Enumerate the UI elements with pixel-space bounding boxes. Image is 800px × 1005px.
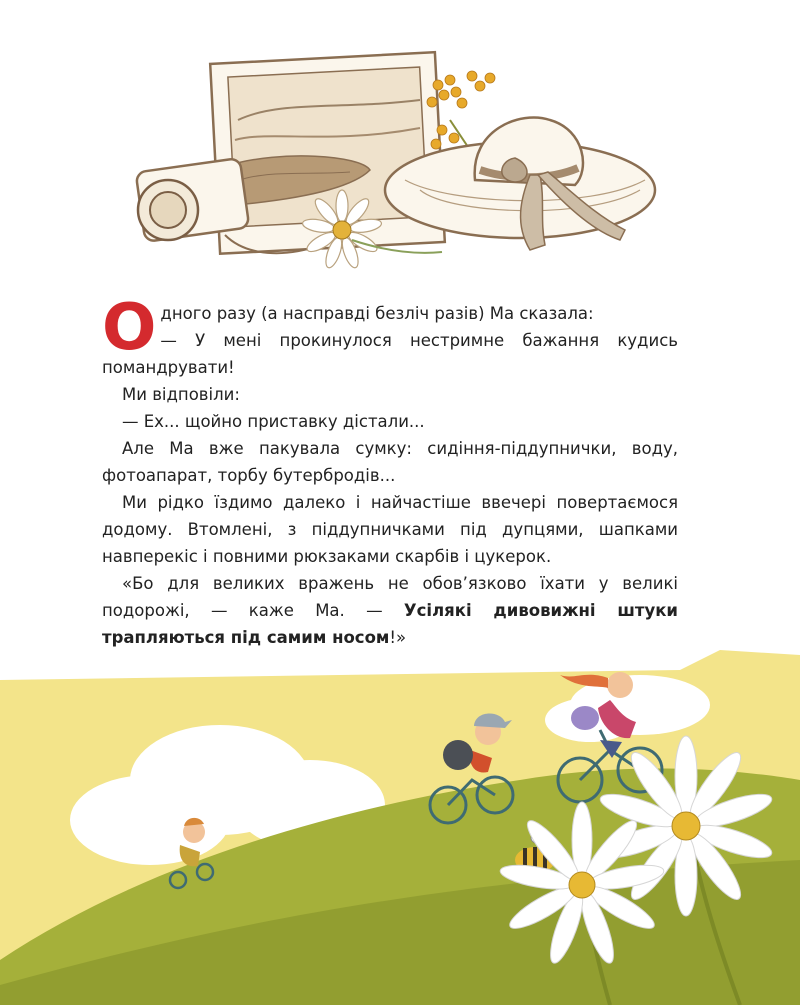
story-text [102, 291, 678, 651]
quote-end: !» [389, 628, 407, 647]
paragraph-3: Ми відповіли: [122, 385, 240, 404]
quote-plain: «Бо для великих вражень не обов’язково їхати у великі подорожі, — каже Ма. — [102, 574, 678, 620]
paragraph-1 [102, 291, 678, 381]
bottom-illustration [0, 630, 800, 1005]
quote-bold: Усілякі дивовижні штуки трапляються під самим носом [102, 601, 678, 647]
paragraph-6: Ми рідко їздимо далеко і найчастіше ввечері повертаємося додому. Втомлені, з піддупничками під дупцями, шапками навперекіс і повними рюкзаками скарбів і цукерок. [102, 493, 678, 566]
paragraph-2-text: — У мені прокинулося нестримне бажання кудись помандрувати! [102, 331, 678, 377]
paragraph-4: — Ех... щойно приставку дістали... [122, 412, 425, 431]
paragraph-1-text: дного разу (а насправді безліч разів) Ма сказала: [160, 304, 594, 323]
paragraph-5: Але Ма вже пакувала сумку: сидіння-піддупнички, воду, фотоапарат, торбу бутербродів... [102, 439, 678, 485]
dropcap-letter: О [102, 291, 157, 365]
top-illustration [120, 40, 680, 280]
